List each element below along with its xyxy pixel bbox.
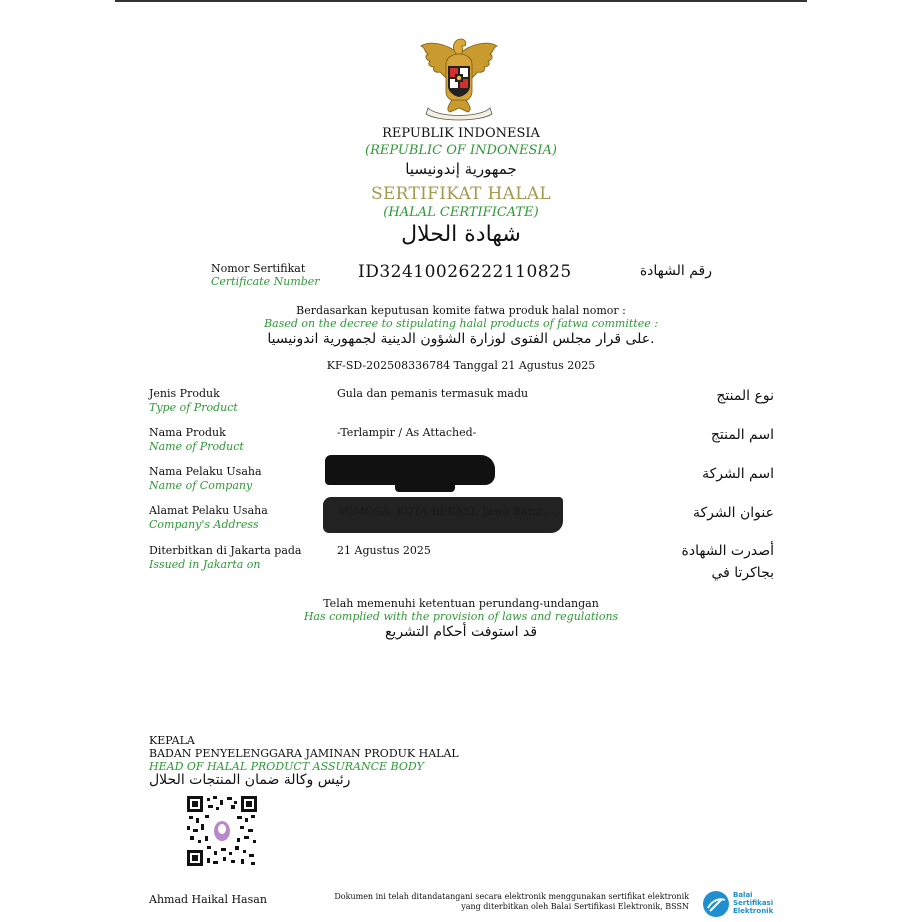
cert-number-label-ar: رقم الشهادة [639, 263, 712, 279]
decree-text-en: Based on the decree to stipulating halal products of fatwa committee : [264, 317, 658, 330]
country-name-en: (REPUBLIC OF INDONESIA) [365, 143, 557, 158]
bsre-logo-line2: Sertifikasi [733, 899, 774, 907]
garuda-emblem-icon [418, 34, 500, 122]
bsre-logo-line3: Elektronik [733, 907, 774, 915]
field-issued-value: 21 Agustus 2025 [337, 544, 431, 557]
field-issued-label-ar-1: أصدرت الشهادة [681, 543, 774, 559]
compliance-text-en: Has complied with the provision of laws and regulations [303, 610, 619, 623]
field-type-value: Gula dan pemanis termasuk madu [337, 387, 529, 400]
signatory-title-en: HEAD OF HALAL PRODUCT ASSURANCE BODY [149, 760, 424, 773]
cert-number-label-id: Nomor Sertifikat [211, 262, 306, 275]
decree-reference: KF-SD-202508336784 Tanggal 21 Agustus 2025 [326, 359, 596, 372]
field-type-label-id: Jenis Produk [149, 387, 220, 400]
field-company-label-id: Nama Pelaku Usaha [149, 465, 262, 478]
electronic-signature-note-line2: yang diterbitkan oleh Balai Sertifikasi Elektronik, BSSN [461, 902, 689, 911]
field-product-label-ar: اسم المنتج [710, 427, 774, 443]
bsre-logo-line1: Balai [733, 891, 753, 899]
electronic-signature-note-line1: Dokumen ini telah ditandatangani secara elektronik menggunakan sertifikat elektronik [334, 892, 689, 901]
field-address-label-en: Company's Address [149, 518, 259, 531]
electronic-signature-note [334, 892, 689, 912]
country-name-ar: جمهورية إندونيسيا [405, 160, 517, 178]
field-address-label-ar: عنوان الشركة [693, 505, 774, 521]
field-company-label-en: Name of Company [149, 479, 253, 492]
certificate-title-ar: شهادة الحلال [401, 222, 521, 247]
field-product-value: -Terlampir / As Attached- [337, 426, 477, 439]
cert-number-value: ID32410026222110825 [358, 262, 572, 282]
compliance-text-ar: قد استوفت أحكام التشريع [384, 624, 538, 640]
address-redaction [323, 497, 563, 533]
certificate-title-en: (HALAL CERTIFICATE) [383, 205, 539, 220]
signatory-title-1: KEPALA [149, 734, 195, 747]
field-product-label-en: Name of Product [149, 440, 244, 453]
signatory-title-ar: رئيس وكالة ضمان المنتجات الحلال [149, 772, 351, 788]
decree-text-id: Berdasarkan keputusan komite fatwa produk halal nomor : [296, 304, 626, 317]
field-issued-label-id: Diterbitkan di Jakarta pada [149, 544, 302, 557]
field-address-label-id: Alamat Pelaku Usaha [149, 504, 268, 517]
qr-code-icon [187, 796, 257, 866]
field-issued-label-ar-2: بجاكرتا في [711, 565, 774, 581]
top-border-line [115, 0, 807, 2]
company-name-redaction-tail [395, 478, 455, 492]
signatory-name: Ahmad Haikal Hasan [149, 893, 267, 906]
compliance-text-id: Telah memenuhi ketentuan perundang-undangan [323, 597, 599, 610]
bsre-logo [702, 890, 776, 918]
field-product-label-id: Nama Produk [149, 426, 226, 439]
field-issued-label-en: Issued in Jakarta on [149, 558, 261, 571]
bsre-logo-icon [702, 890, 730, 918]
field-type-label-ar: نوع المنتج [716, 388, 774, 404]
cert-number-label-en: Certificate Number [211, 275, 320, 288]
field-type-label-en: Type of Product [149, 401, 238, 414]
field-company-label-ar: اسم الشركة [702, 466, 774, 482]
country-name-id: REPUBLIK INDONESIA [382, 126, 540, 141]
decree-text-ar: على قرار مجلس الفتوى لوزارة الشؤون الدينية لجمهورية اندونيسيا. [267, 331, 655, 347]
signatory-title-2: BADAN PENYELENGGARA JAMINAN PRODUK HALAL [149, 747, 459, 760]
certificate-title-id: SERTIFIKAT HALAL [371, 184, 551, 204]
